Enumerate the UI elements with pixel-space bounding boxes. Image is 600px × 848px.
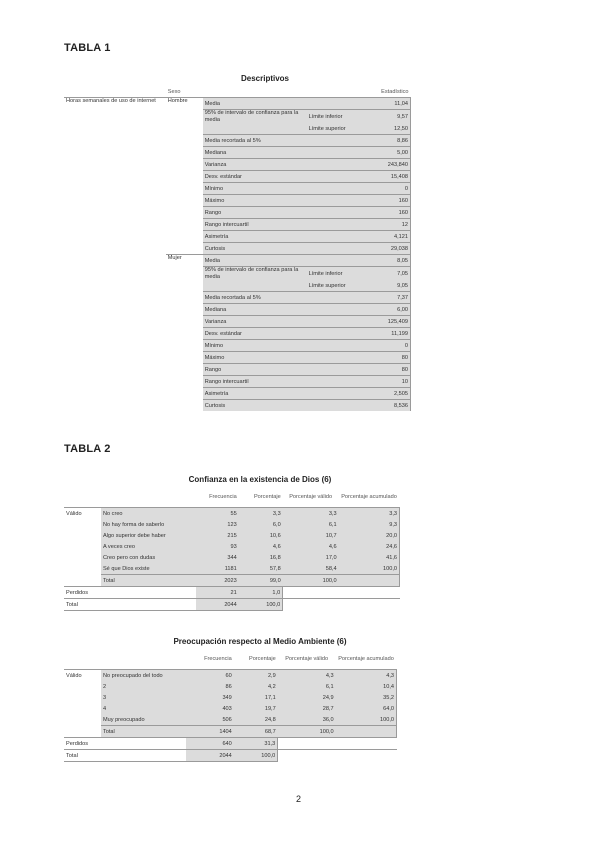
stat-label: Máximo: [203, 352, 307, 364]
table-row: [64, 714, 397, 726]
stat-label: Media recortada al 5%: [203, 292, 307, 304]
table-cell: [278, 738, 336, 750]
table-cell: [64, 123, 166, 135]
category-label: 3: [101, 692, 186, 703]
percent-value: 4,2: [234, 681, 278, 692]
frequency-value: 2044: [186, 750, 234, 762]
table-row: [64, 280, 411, 292]
table-cell: [166, 159, 203, 171]
stat-sublabel: Límite inferior: [307, 110, 369, 124]
table-2-title: Confianza en la existencia de Dios (6): [188, 475, 332, 484]
table-cell: [166, 123, 203, 135]
stat-label: Desv. estándar: [203, 328, 307, 340]
table-row: [64, 316, 411, 328]
table-cell: [278, 750, 336, 762]
table-cell: [64, 726, 101, 738]
stat-label: Desv. estándar: [203, 171, 307, 183]
stat-value: 12,50: [369, 123, 411, 135]
table-cell: [64, 195, 166, 207]
table-cell: [64, 400, 166, 412]
table-cell: [64, 183, 166, 195]
category-label: No hay forma de saberlo: [101, 519, 196, 530]
stat-value: 8,86: [369, 135, 411, 147]
table-cell: [336, 738, 397, 750]
table-cell: [64, 563, 101, 575]
frequency-value: 2023: [196, 575, 239, 587]
stat-label: Rango: [203, 207, 307, 219]
table-cell: [166, 207, 203, 219]
stat-value: 15,408: [369, 171, 411, 183]
table-cell: [283, 587, 339, 599]
percent-value: 6,0: [239, 519, 283, 530]
col-porcentaje: Porcentaje: [248, 656, 276, 662]
percent-value: 17,1: [234, 692, 278, 703]
stat-sublabel: [307, 171, 369, 183]
table-row: [64, 267, 411, 281]
stat-sublabel: [307, 135, 369, 147]
table-cell: [64, 159, 166, 171]
table-cell: [166, 292, 203, 304]
table-cell: [101, 738, 186, 750]
frequency-value: 1404: [186, 726, 234, 738]
valid-percent-value: 4,6: [283, 541, 339, 552]
table-cell: [166, 195, 203, 207]
table-cell: [166, 147, 203, 159]
stat-value: 4,121: [369, 231, 411, 243]
table-cell: [64, 135, 166, 147]
table-cell: [64, 207, 166, 219]
table-row: [64, 508, 400, 520]
col-porcentaje-valido: Porcentaje válido: [285, 655, 329, 662]
stat-sublabel: [307, 340, 369, 352]
table-cell: [64, 364, 166, 376]
stat-label: Curtosis: [203, 243, 307, 255]
stat-label: Rango intercuartil: [203, 219, 307, 231]
stat-sublabel: [307, 98, 369, 110]
table-cell: [64, 255, 166, 267]
frequency-value: 55: [196, 508, 239, 520]
cumulative-percent-value: 9,3: [339, 519, 400, 530]
percent-value: 100,0: [239, 599, 283, 611]
descriptivos-table: [64, 86, 411, 411]
table-cell: [64, 243, 166, 255]
stat-sublabel: [307, 147, 369, 159]
stat-sublabel: [307, 231, 369, 243]
table-cell: [166, 231, 203, 243]
frequency-value: 344: [196, 552, 239, 563]
table-row: [64, 255, 411, 267]
table-cell: [166, 352, 203, 364]
stat-value: 10: [369, 376, 411, 388]
col-frecuencia: Frecuencia: [209, 494, 237, 500]
col-sexo: Sexo: [167, 88, 181, 95]
table-cell: [64, 280, 166, 292]
cumulative-percent-value: 20,0: [339, 530, 400, 541]
percent-value: 2,9: [234, 670, 278, 682]
category-label: A veces creo: [101, 541, 196, 552]
stat-value: 29,038: [369, 243, 411, 255]
stat-sublabel: [307, 400, 369, 412]
group-label: Hombre: [166, 98, 203, 110]
stat-sublabel: [307, 304, 369, 316]
table-cell: [64, 328, 166, 340]
stat-value: 9,05: [369, 280, 411, 292]
valid-percent-value: 36,0: [278, 714, 336, 726]
group-label: Mujer: [166, 255, 203, 267]
category-label: Algo superior debe haber: [101, 530, 196, 541]
table-cell: [64, 703, 101, 714]
stat-sublabel: [307, 376, 369, 388]
category-label: Creo pero con dudas: [101, 552, 196, 563]
stat-sublabel: [307, 255, 369, 267]
stat-label: Mediana: [203, 147, 307, 159]
stat-label: [203, 280, 307, 292]
stat-value: 0: [369, 340, 411, 352]
table-cell: [64, 110, 166, 124]
valid-percent-value: 58,4: [283, 563, 339, 575]
stat-sublabel: Límite superior: [307, 123, 369, 135]
table-row: [64, 750, 397, 762]
missing-label: Perdidos: [64, 738, 101, 750]
stat-sublabel: [307, 159, 369, 171]
stat-value: 11,04: [369, 98, 411, 110]
table-cell: [166, 219, 203, 231]
total-label: Total: [64, 599, 101, 611]
table-cell: [64, 530, 101, 541]
stat-label: Media recortada al 5%: [203, 135, 307, 147]
stat-sublabel: [307, 364, 369, 376]
percent-value: 16,8: [239, 552, 283, 563]
table-cell: [64, 231, 166, 243]
table-cell: [64, 267, 166, 281]
stat-value: 160: [369, 207, 411, 219]
stat-label: 95% de intervalo de confianza para la media: [203, 267, 307, 281]
table-cell: [64, 376, 166, 388]
table-cell: [166, 280, 203, 292]
frequency-value: 21: [196, 587, 239, 599]
table-row: [64, 231, 411, 243]
table-row: [64, 552, 400, 563]
cumulative-percent-value: 10,4: [336, 681, 397, 692]
table-row: [64, 183, 411, 195]
table-row: [64, 340, 411, 352]
table-row: [64, 195, 411, 207]
percent-value: 3,3: [239, 508, 283, 520]
table-row: [64, 563, 400, 575]
percent-value: 100,0: [234, 750, 278, 762]
table-cell: [101, 750, 186, 762]
col-porcentaje-acumulado: Porcentaje acumulado: [341, 493, 397, 500]
frequency-value: 506: [186, 714, 234, 726]
stat-value: 2,505: [369, 388, 411, 400]
stat-value: 6,00: [369, 304, 411, 316]
stat-sublabel: [307, 316, 369, 328]
cumulative-percent-value: 24,6: [339, 541, 400, 552]
table-row: [64, 703, 397, 714]
table-cell: [339, 599, 400, 611]
col-frecuencia: Frecuencia: [204, 656, 232, 662]
table-cell: [64, 304, 166, 316]
table-row: [64, 171, 411, 183]
valid-percent-value: 4,3: [278, 670, 336, 682]
valid-percent-value: 100,0: [283, 575, 339, 587]
stat-label: Curtosis: [203, 400, 307, 412]
valid-label: Válido: [64, 508, 101, 520]
table-row: [64, 243, 411, 255]
table-cell: [166, 364, 203, 376]
table-row: [64, 352, 411, 364]
stat-label: Media: [203, 255, 307, 267]
table-cell: [166, 316, 203, 328]
stat-label: Media: [203, 98, 307, 110]
valid-percent-value: 3,3: [283, 508, 339, 520]
table-cell: [166, 110, 203, 124]
table-row: [64, 692, 397, 703]
stat-label: Rango: [203, 364, 307, 376]
table-row: [64, 110, 411, 124]
cumulative-percent-value: 41,6: [339, 552, 400, 563]
table-row: [64, 541, 400, 552]
stat-value: 9,57: [369, 110, 411, 124]
table-cell: [64, 575, 101, 587]
stat-value: 0: [369, 183, 411, 195]
valid-percent-value: 6,1: [283, 519, 339, 530]
frequency-value: 86: [186, 681, 234, 692]
stat-sublabel: [307, 292, 369, 304]
stat-sublabel: [307, 328, 369, 340]
stat-label: [203, 123, 307, 135]
table-row: [64, 575, 400, 587]
stat-value: 12: [369, 219, 411, 231]
stat-value: 5,00: [369, 147, 411, 159]
frecuencias-medio-ambiente-table: [64, 649, 397, 762]
stat-value: 80: [369, 364, 411, 376]
table-cell: [101, 599, 196, 611]
percent-value: 31,3: [234, 738, 278, 750]
table-row: [64, 400, 411, 412]
table-row: [64, 98, 411, 110]
valid-percent-value: 17,0: [283, 552, 339, 563]
stat-label: Máximo: [203, 195, 307, 207]
table-cell: [166, 376, 203, 388]
frequency-value: 123: [196, 519, 239, 530]
cumulative-percent-value: 64,0: [336, 703, 397, 714]
cumulative-percent-value: 4,3: [336, 670, 397, 682]
valid-percent-value: 10,7: [283, 530, 339, 541]
valid-percent-value: 28,7: [278, 703, 336, 714]
stat-sublabel: Límite inferior: [307, 267, 369, 281]
table-cell: [64, 388, 166, 400]
stat-label: Varianza: [203, 159, 307, 171]
cumulative-percent-value: 35,2: [336, 692, 397, 703]
table-row: [64, 292, 411, 304]
cumulative-percent-value: 100,0: [336, 714, 397, 726]
frequency-value: 640: [186, 738, 234, 750]
table-cell: [283, 599, 339, 611]
total-valid-label: Total: [101, 575, 196, 587]
table-cell: [64, 552, 101, 563]
stat-value: 160: [369, 195, 411, 207]
col-porcentaje-acumulado: Porcentaje acumulado: [338, 655, 394, 662]
frequency-value: 349: [186, 692, 234, 703]
percent-value: 68,7: [234, 726, 278, 738]
percent-value: 4,6: [239, 541, 283, 552]
table-cell: [64, 692, 101, 703]
table-row: [64, 364, 411, 376]
table-cell: [64, 147, 166, 159]
category-label: 4: [101, 703, 186, 714]
category-label: Sé que Dios existe: [101, 563, 196, 575]
table-cell: [166, 183, 203, 195]
stat-sublabel: [307, 219, 369, 231]
table-row: [64, 135, 411, 147]
valid-label: Válido: [64, 670, 101, 682]
table-cell: [64, 171, 166, 183]
stat-sublabel: [307, 183, 369, 195]
cumulative-percent-value: 100,0: [339, 563, 400, 575]
frecuencias-dios-table: [64, 487, 400, 611]
table-cell: [166, 400, 203, 412]
col-porcentaje: Porcentaje: [253, 494, 281, 500]
table-row: [64, 599, 400, 611]
frequency-value: 60: [186, 670, 234, 682]
table-cell: [339, 587, 400, 599]
table-row: [64, 328, 411, 340]
table-cell: [336, 750, 397, 762]
table-row: [64, 207, 411, 219]
col-porcentaje-valido: Porcentaje válido: [289, 493, 333, 500]
table-row: [64, 219, 411, 231]
percent-value: 10,6: [239, 530, 283, 541]
table-cell: [166, 243, 203, 255]
stat-label: Mínimo: [203, 340, 307, 352]
table-cell: [166, 304, 203, 316]
stat-value: 7,05: [369, 267, 411, 281]
frequency-value: 215: [196, 530, 239, 541]
valid-percent-value: 100,0: [278, 726, 336, 738]
table-cell: [166, 340, 203, 352]
table-1-title: Descriptivos: [240, 74, 290, 83]
percent-value: 57,8: [239, 563, 283, 575]
stat-sublabel: Límite superior: [307, 280, 369, 292]
table-cell: [166, 171, 203, 183]
table-row: [64, 726, 397, 738]
variable-label: Horas semanales de uso de internet: [64, 98, 166, 110]
table-3-title: Preocupación respecto al Medio Ambiente (6): [173, 637, 347, 646]
valid-percent-value: 6,1: [278, 681, 336, 692]
heading-tabla-2: TABLA 2: [64, 443, 111, 455]
stat-value: 7,37: [369, 292, 411, 304]
frequency-value: 403: [186, 703, 234, 714]
table-cell: [64, 541, 101, 552]
table-row: [64, 123, 411, 135]
cumulative-percent-value: [336, 726, 397, 738]
table-row: [64, 304, 411, 316]
category-label: Muy preocupado: [101, 714, 186, 726]
table-row: [64, 530, 400, 541]
stat-label: 95% de intervalo de confianza para la media: [203, 110, 307, 124]
page-number: 2: [296, 794, 302, 804]
table-row: [64, 670, 397, 682]
table-cell: [64, 352, 166, 364]
missing-label: Perdidos: [64, 587, 101, 599]
percent-value: 19,7: [234, 703, 278, 714]
table-cell: [101, 587, 196, 599]
table-cell: [166, 267, 203, 281]
stat-value: 80: [369, 352, 411, 364]
table-row: [64, 519, 400, 530]
stat-label: Mínimo: [203, 183, 307, 195]
table-row: [64, 738, 397, 750]
stat-label: Rango intercuartil: [203, 376, 307, 388]
total-valid-label: Total: [101, 726, 186, 738]
stat-sublabel: [307, 352, 369, 364]
stat-sublabel: [307, 195, 369, 207]
stat-value: 11,199: [369, 328, 411, 340]
stat-label: Mediana: [203, 304, 307, 316]
col-estadistico: Estadístico: [381, 88, 409, 95]
stat-value: 243,840: [369, 159, 411, 171]
table-row: [64, 147, 411, 159]
table-row: [64, 681, 397, 692]
category-label: No preocupado del todo: [101, 670, 186, 682]
frequency-value: 1181: [196, 563, 239, 575]
stat-sublabel: [307, 207, 369, 219]
table-cell: [64, 340, 166, 352]
percent-value: 24,8: [234, 714, 278, 726]
frequency-value: 2044: [196, 599, 239, 611]
stat-label: Asimetría: [203, 231, 307, 243]
stat-value: 8,536: [369, 400, 411, 412]
valid-percent-value: 24,9: [278, 692, 336, 703]
table-row: [64, 376, 411, 388]
table-cell: [64, 316, 166, 328]
stat-label: Varianza: [203, 316, 307, 328]
percent-value: 1,0: [239, 587, 283, 599]
table-row: [64, 159, 411, 171]
cumulative-percent-value: 3,3: [339, 508, 400, 520]
table-cell: [64, 292, 166, 304]
table-row: [64, 388, 411, 400]
stat-value: 8,05: [369, 255, 411, 267]
stat-sublabel: [307, 243, 369, 255]
table-cell: [64, 681, 101, 692]
table-cell: [64, 714, 101, 726]
table-cell: [166, 135, 203, 147]
table-cell: [166, 388, 203, 400]
stat-label: Asimetría: [203, 388, 307, 400]
percent-value: 99,0: [239, 575, 283, 587]
stat-value: 125,409: [369, 316, 411, 328]
table-cell: [64, 519, 101, 530]
heading-tabla-1: TABLA 1: [64, 42, 111, 54]
table-cell: [64, 219, 166, 231]
category-label: 2: [101, 681, 186, 692]
total-label: Total: [64, 750, 101, 762]
category-label: No creo: [101, 508, 196, 520]
stat-sublabel: [307, 388, 369, 400]
table-cell: [166, 328, 203, 340]
table-row: [64, 587, 400, 599]
cumulative-percent-value: [339, 575, 400, 587]
frequency-value: 93: [196, 541, 239, 552]
